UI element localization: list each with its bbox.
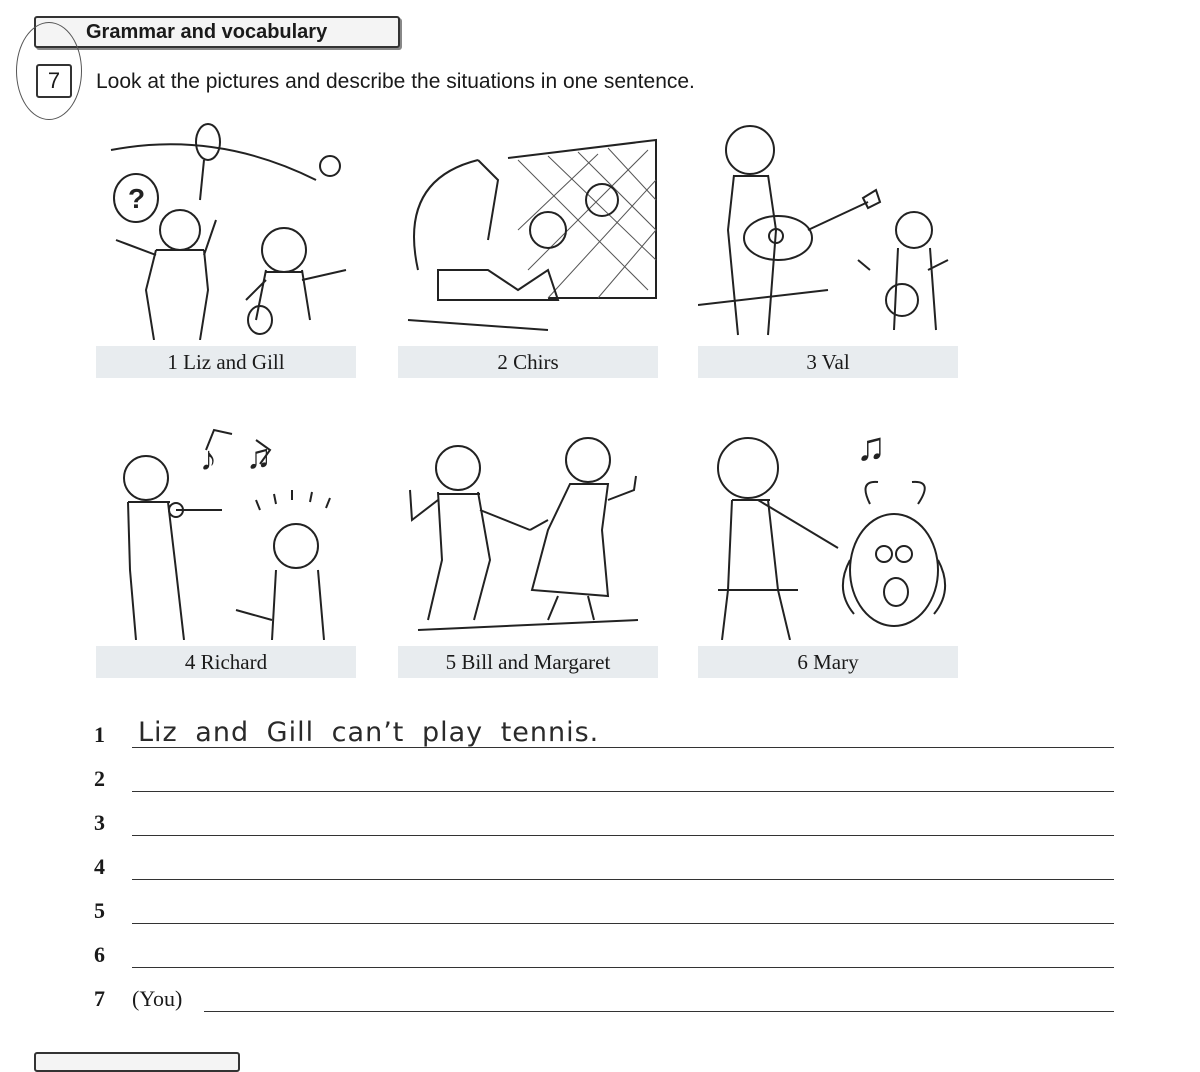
answer-rule[interactable] bbox=[204, 1011, 1114, 1012]
picture-5 bbox=[398, 420, 658, 674]
answer-rule[interactable] bbox=[132, 879, 1114, 880]
picture-caption: 1 Liz and Gill bbox=[96, 346, 356, 378]
dancing-picture-icon bbox=[398, 420, 658, 640]
answer-line-6 bbox=[94, 934, 1114, 968]
next-section-header bbox=[34, 1052, 240, 1072]
svg-text:♪: ♪ bbox=[200, 440, 217, 478]
picture-3 bbox=[698, 120, 958, 374]
answer-rule[interactable] bbox=[132, 791, 1114, 792]
answer-number: 5 bbox=[94, 898, 105, 923]
flute-picture-icon bbox=[698, 420, 958, 640]
answer-number: 3 bbox=[94, 810, 105, 835]
answer-number: 7 bbox=[94, 986, 105, 1011]
answer-number: 1 bbox=[94, 722, 105, 747]
answer-line-3 bbox=[94, 802, 1114, 836]
picture-6 bbox=[698, 420, 958, 674]
answer-number: 2 bbox=[94, 766, 105, 791]
answer-line-7 bbox=[94, 978, 1114, 1012]
picture-1 bbox=[96, 120, 356, 374]
singing-picture-icon bbox=[96, 420, 356, 640]
answer-number: 6 bbox=[94, 942, 105, 967]
picture-caption: 3 Val bbox=[698, 346, 958, 378]
exercise-instruction: Look at the pictures and describe the situations in one sentence. bbox=[96, 70, 695, 93]
exercise-number: 7 bbox=[36, 64, 72, 98]
tennis-picture-icon bbox=[96, 120, 356, 340]
answer-line-5 bbox=[94, 890, 1114, 924]
picture-caption: 4 Richard bbox=[96, 646, 356, 678]
football-picture-icon bbox=[398, 120, 658, 340]
picture-caption: 2 Chirs bbox=[398, 346, 658, 378]
answer-rule[interactable] bbox=[132, 923, 1114, 924]
answer-line-2 bbox=[94, 758, 1114, 792]
you-label: (You) bbox=[132, 986, 183, 1011]
section-header bbox=[34, 16, 400, 48]
answer-rule[interactable] bbox=[132, 835, 1114, 836]
svg-text:?: ? bbox=[128, 183, 146, 214]
answer-line-4 bbox=[94, 846, 1114, 880]
picture-4 bbox=[96, 420, 356, 674]
picture-2 bbox=[398, 120, 658, 374]
answer-number: 4 bbox=[94, 854, 105, 879]
answer-line-1 bbox=[94, 714, 1114, 748]
picture-caption: 5 Bill and Margaret bbox=[398, 646, 658, 678]
guitar-picture-icon bbox=[698, 120, 958, 340]
answer-rule[interactable] bbox=[132, 967, 1114, 968]
section-title: Grammar and vocabulary bbox=[86, 21, 328, 43]
svg-text:♫: ♫ bbox=[246, 438, 272, 476]
svg-text:♫: ♫ bbox=[856, 425, 886, 469]
picture-caption: 6 Mary bbox=[698, 646, 958, 678]
handwritten-answer: Liz and Gill can’t play tennis. bbox=[138, 717, 600, 748]
